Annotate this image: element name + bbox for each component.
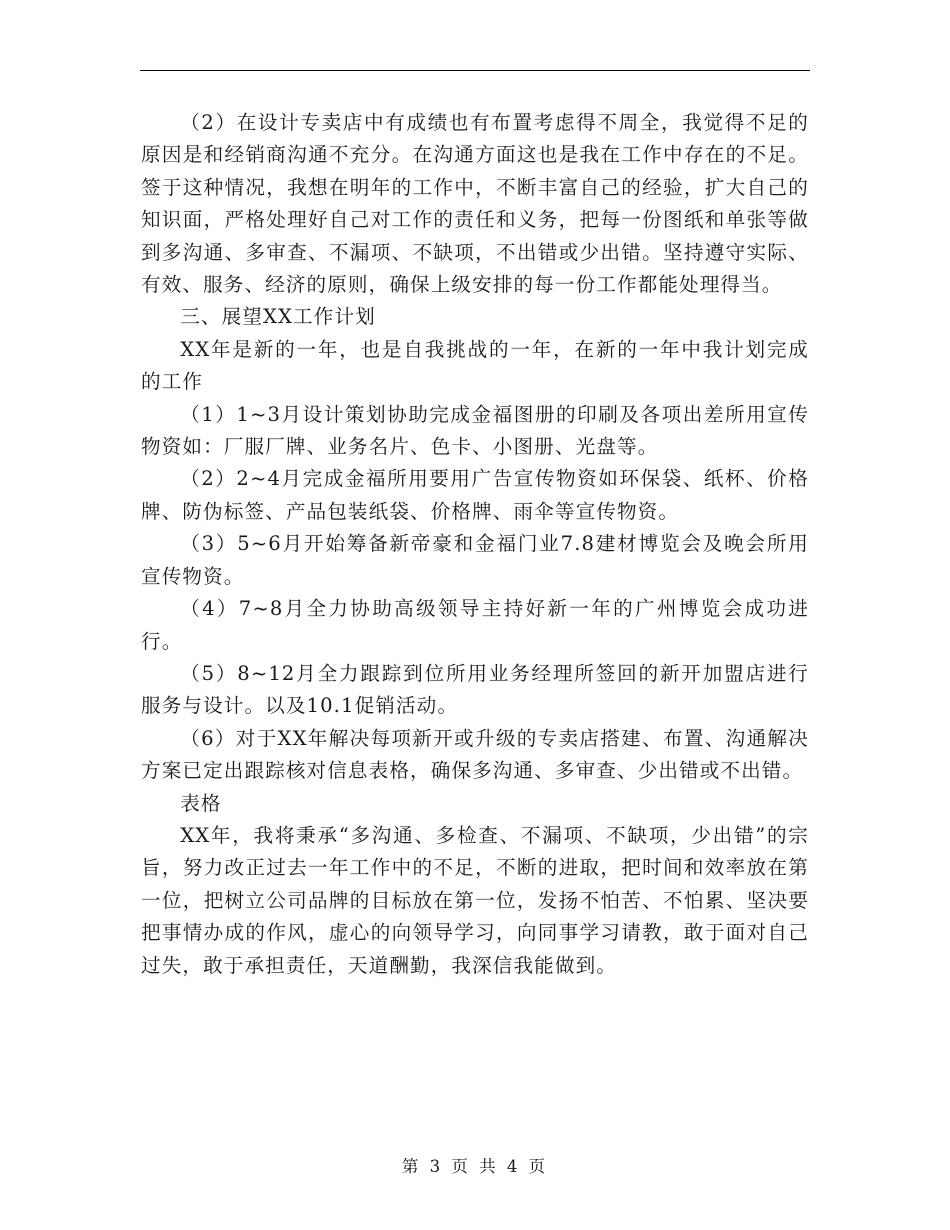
plan-item-5: （5）8~12月全力跟踪到位所用业务经理所签回的新开加盟店进行服务与设计。以及10.1促销活动。 (141, 661, 809, 718)
plan-item-4: （4）7~8月全力协助高级领导主持好新一年的广州博览会成功进行。 (141, 597, 809, 653)
section-heading-outlook: 三、展望XX工作计划 (180, 305, 376, 329)
plan-item-2: （2）2~4月完成金福所用要用广告宣传物资如环保袋、纸杯、价格牌、防伪标签、产品包装纸袋、价格牌、雨伞等宣传物资。 (141, 467, 809, 523)
header-rule (140, 70, 810, 71)
plan-item-3: （3）5~6月开始筹备新帝豪和金福门业7.8建材博览会及晚会所用宣传物资。 (141, 532, 809, 588)
paragraph-new-year-intro: XX年是新的一年，也是自我挑战的一年，在新的一年中我计划完成的工作 (141, 337, 809, 394)
document-body (141, 107, 809, 982)
paragraph-closing-commitment: XX年，我将秉承“多沟通、多检查、不漏项、不缺项，少出错”的宗旨，努力改正过去一年工作中的不足，不断的进取，把时间和效率放在第一位，把树立公司品牌的目标放在第一位，发扬不怕苦、不怕累、坚决要把事情办成的作风，虚心的向领导学习，向同事学习请教，敢于面对自己过失，敢于承担责任，天道酬勤，我深信我能做到。 (141, 823, 809, 977)
page-number-footer: 第 3 页 共 4 页 (401, 1157, 549, 1176)
plan-item-6: （6）对于XX年解决每项新开或升级的专卖店搭建、布置、沟通解决方案已定出跟踪核对信息表格，确保多沟通、多审查、少出错或不出错。 (141, 726, 809, 783)
paragraph-design-shortcomings: （2）在设计专卖店中有成绩也有布置考虑得不周全，我觉得不足的原因是和经销商沟通不充分。在沟通方面这也是我在工作中存在的不足。签于这种情况，我想在明年的工作中，不断丰富自己的经验，扩大自己的知识面，严格处理好自己对工作的责任和义务，把每一份图纸和单张等做到多沟通、多审查、不漏项、不缺项，不出错或少出错。坚持遵守实际、有效、服务、经济的原则，确保上级安排的每一份工作都能处理得当。 (141, 111, 809, 297)
plan-item-1: （1）1~3月设计策划协助完成金福图册的印刷及各项出差所用宣传物资如：厂服厂牌、业务名片、色卡、小图册、光盘等。 (141, 402, 809, 459)
table-label: 表格 (180, 791, 222, 815)
